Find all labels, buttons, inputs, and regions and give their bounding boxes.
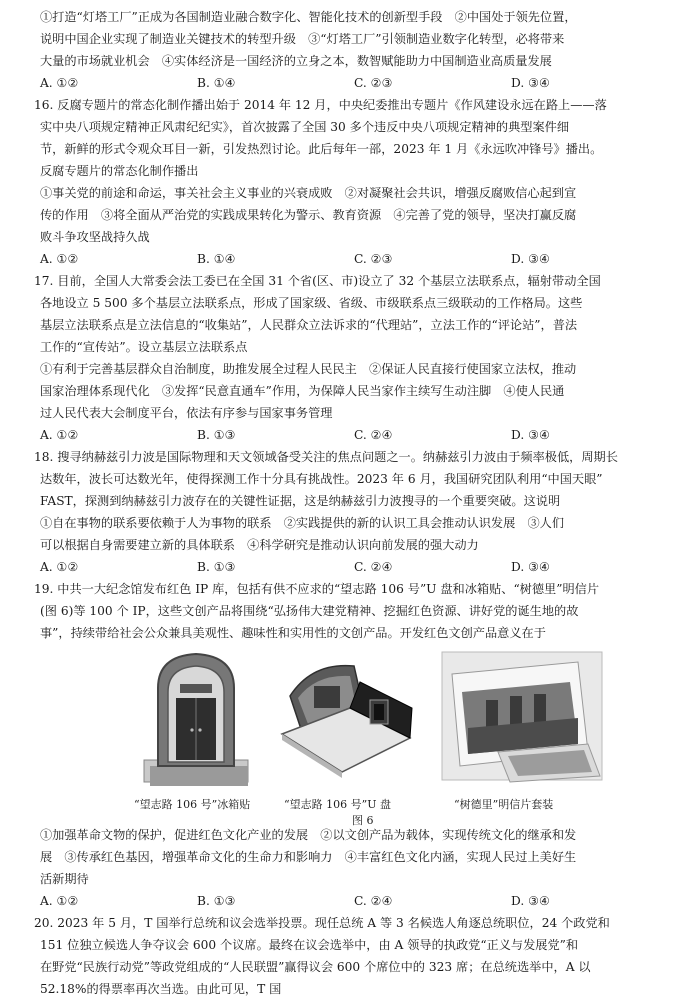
q18-line: 达数年，波长可达数光年，使得探测工作十分具有挑战性。2023 年 6 月，我国研究团队利用“中国天眼” [40,472,603,486]
q20-line: 52.18%的得票率再次当选。由此可见，T 国 [40,982,282,996]
q20-line: 在野党“民族行动党”等政党组成的“人民联盟”赢得议会 600 个席位中的 323 席；在总统选举中，A 以 [40,960,591,974]
caption-postcard-set: “树德里”明信片套装 [454,798,554,811]
q17-line: 工作的“宣传站”。设立基层立法联系点 [40,340,248,354]
q19-option-line: ①加强革命文物的保护，促进红色文化产业的发展 ②以文创产品为载体，实现传统文化的继承和发 [40,828,577,842]
q18-line: ①自在事物的联系要依赖于人为事物的联系 ②实践提供的新的认识工具会推动认识发展 ③人们 [40,516,565,530]
postcard-set-image [438,648,608,788]
q19-line: (图 6)等 100 个 IP，这些文创产品将围绕“弘扬伟大建党精神、挖掘红色资源、讲好党的诞生地的故 [40,604,579,618]
q19-choices [34,890,668,912]
figure-6 [34,648,668,827]
q17-line: 过人民代表大会制度平台，依法有序参与国家事务管理 [40,406,333,420]
choice-a: A. ①② [40,560,79,574]
q19-option-line: 展 ③传承红色基因，增强革命文化的生命力和影响力 ④丰富红色文化内涵，实现人民过上美好生 [40,850,577,864]
q16-line: ①事关党的前途和命运，事关社会主义事业的兴衰成败 ②对凝聚社会共识，增强反腐败信心起到宣 [40,186,577,200]
q16-line: 16. 反腐专题片的常态化制作播出始于 2014 年 12 月，中央纪委推出专题片《作风建设永远在路上——落 [34,98,607,112]
choice-a: A. ①② [40,428,79,442]
q16-line: 节，新鲜的形式令观众耳目一新，引发热烈讨论。此后每年一部，2023 年 1 月《永远吹冲锋号》播出。 [40,142,603,156]
question-17 [34,270,668,446]
q19-line: 19. 中共一大纪念馆发布红色 IP 库，包括有供不应求的“望志路 106 号”U 盘和冰箱贴、“树德里”明信片 [34,582,600,596]
q18-line: 可以根据自身需要建立新的具体联系 ④科学研究是推动认识向前发展的强大动力 [40,538,479,552]
choice-a: A. ①② [40,252,79,266]
q15-line: 说明中国企业实现了制造业关键技术的转型升级 ③“灯塔工厂”引领制造业数字化转型，必将带来 [40,32,565,46]
q15-line: ①打造“灯塔工厂”正成为各国制造业融合数字化、智能化技术的创新型手段 ②中国处于领先位置， [40,10,577,24]
choice-d: D. ③④ [511,252,550,266]
choice-d: D. ③④ [511,894,550,908]
caption-fridge-magnet: “望志路 106 号”冰箱贴 [134,798,251,811]
choice-c: C. ②④ [354,894,393,908]
choice-b: B. ①③ [197,894,236,908]
question-18 [34,446,668,578]
q17-line: 基层立法联系点是立法信息的“收集站”，人民群众立法诉求的“代理站”，立法工作的“评论站”，普法 [40,318,578,332]
q16-choices [34,248,668,270]
q17-line: 17. 目前，全国人大常委会法工委已在全国 31 个省(区、市)设立了 32 个基层立法联系点，辐射带动全国 [34,274,601,288]
q17-line: 国家治理体系现代化 ③发挥“民意直通车”作用，为保障人民当家作主续写生动注脚 ④使人民通 [40,384,565,398]
figure-title: 图 6 [352,814,374,827]
choice-c: C. ②④ [354,428,393,442]
choice-b: B. ①③ [197,428,236,442]
question-20 [34,912,668,1000]
q17-line: 各地设立 5 500 多个基层立法联系点，形成了国家级、省级、市级联系点三级联动的工作格局。这些 [40,296,583,310]
q17-line: ①有利于完善基层群众自治制度，助推发展全过程人民民主 ②保证人民直接行使国家立法权，推动 [40,362,577,376]
question-16 [34,94,668,270]
choice-a: A. ①② [40,894,79,908]
q16-line: 传的作用 ③将全面从严治党的实践成果转化为警示、教育资源 ④完善了党的领导，坚决打赢反腐 [40,208,577,222]
q19-option-line: 活新期待 [40,872,89,886]
choice-c: C. ②④ [354,560,393,574]
choice-b: B. ①③ [197,560,236,574]
q16-line: 反腐专题片的常态化制作播出 [40,164,199,178]
q18-line: 18. 搜寻纳赫兹引力波是国际物理和天文领域备受关注的焦点问题之一。纳赫兹引力波由于频率极低，周期长 [34,450,618,464]
choice-b: B. ①④ [197,252,236,266]
q20-line: 20. 2023 年 5 月，T 国举行总统和议会选举投票。现任总统 A 等 3 名候选人角逐总统职位，24 个政党和 [34,916,610,930]
question-15-tail [34,6,668,94]
choice-a: A. ①② [40,76,79,90]
fridge-magnet-image [136,648,256,786]
choice-c: C. ②③ [354,76,393,90]
q18-line: FAST，探测到纳赫兹引力波存在的关键性证据，这是纳赫兹引力波搜寻的一个重要突破。这说明 [40,494,561,508]
q17-choices [34,424,668,446]
choice-b: B. ①④ [197,76,236,90]
question-19 [34,578,668,912]
q19-line: 事”，持续带给社会公众兼具美观性、趣味性和实用性的文创产品。开发红色文创产品意义在于 [40,626,546,640]
q16-line: 败斗争攻坚战持久战 [40,230,150,244]
caption-u-disk: “望志路 106 号”U 盘 [284,798,392,811]
q16-line: 实中央八项规定精神正风肃纪纪实》，首次披露了全国 30 多个违反中央八项规定精神的典型案件细 [40,120,570,134]
q20-line: 151 位独立候选人争夺议会 600 个议席。最终在议会选举中，由 A 领导的执政党“正义与发展党”和 [40,938,579,952]
choice-d: D. ③④ [511,76,550,90]
q15-line: 大量的市场就业机会 ④实体经济是一国经济的立身之本，数智赋能助力中国制造业高质量发展 [40,54,552,68]
choice-d: D. ③④ [511,560,550,574]
q15-choices [34,72,668,94]
choice-d: D. ③④ [511,428,550,442]
choice-c: C. ②③ [354,252,393,266]
u-disk-image [272,648,422,786]
q18-choices [34,556,668,578]
